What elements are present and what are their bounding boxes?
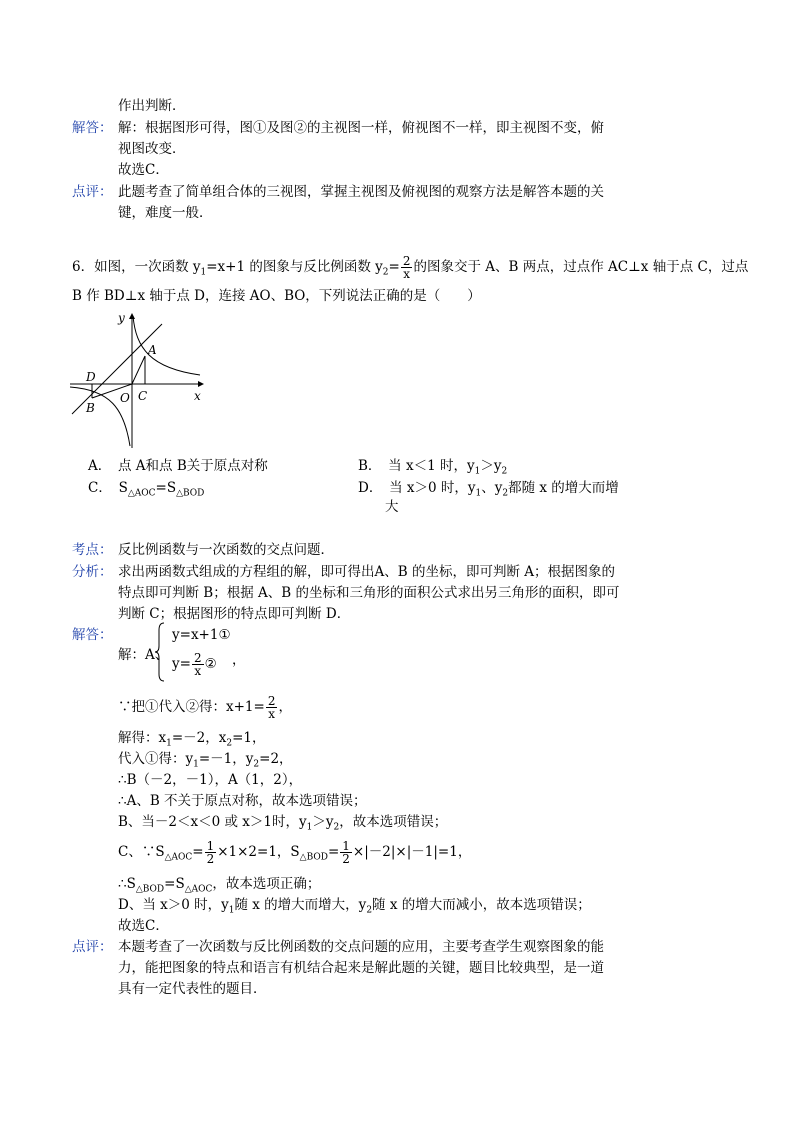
prev-answer-line3: 故选C． [118,162,169,178]
option-c: C． $S_{\triangle AOC}=S_{\triangle BOD}$ [88,480,205,499]
solve-line: 解得：$x_1=-2$，$x_2=1$， [118,730,266,749]
graph-label-c: C [138,389,148,403]
question-6-line1: 6．如图，一次函数 $y_1=x+1$ 的图象与反比例函数 $y_2=$ $\frac{2}{x}$ 的图象交于 A、B 两点，过点作 AC⊥x 轴于点 C，过点 [72,254,749,281]
comment-label: 点评： [72,184,113,200]
key-point-text: 反比例函数与一次函数的交点问题． [118,542,334,558]
option-d-analysis: D、当 x＞0 时，$y_1$随 x 的增大而增大，$y_2$随 x 的增大而减小，故本选项错误； [118,897,591,916]
analysis-line3: 判断 C；根据图形的特点即可判断 D． [118,606,351,622]
back-substitute-line: 代入①得：$y_1=-1$，$y_2=2$， [118,751,293,770]
analysis-line2: 特点即可判断 B；根据 A、B 的坐标和三角形的面积公式求出另三角形的面积，即可 [118,585,620,601]
option-b: B． 当 x＜1 时，$y_1>y_2$ [358,458,508,477]
coordinates-line: ∴B（－2，－1），A（1，2）， [118,772,303,788]
prev-line: 作出判断． [118,98,186,114]
option-b-analysis: B、当－2＜x＜0 或 x＞1时，$y_1>y_2$，故本选项错误； [118,814,448,833]
analysis-line1: 求出两函数式组成的方程组的解，即可得出A、B 的坐标，即可判断 A；根据图象的 [118,564,616,580]
review-line3: 具有一定代表性的题目． [118,981,267,997]
prev-comment-line1: 此题考查了简单组合体的三视图，掌握主视图及俯视图的观察方法是解答本题的关 [118,184,604,200]
question-6-line2: B 作 BD⊥x 轴于点 D，连接 AO、BO，下列说法正确的是（ ） [72,288,481,304]
final-answer: 故选C． [118,918,169,934]
equation-system-brace [155,622,165,682]
conclusion-a-line: ∴A、B 不关于原点对称，故本选项错误； [118,793,367,809]
graph-label-o: O [120,391,130,405]
graph-label-d: D [86,370,96,384]
solution-label: 解答： [72,627,113,643]
equation-2: y= $\frac{2}{x}$ ② [172,651,217,678]
equation-1: y=x+1① [172,627,231,643]
key-point-label: 考点： [72,542,113,558]
substitution-line: ∵把①代入②得：x+1= $\frac{2}{x}$ ， [118,694,292,721]
answer-label: 解答： [72,120,113,136]
graph-label-y: y [118,311,125,325]
option-c-conclusion: $\therefore S_{\triangle BOD}=S_{\triangle AOC}$，故本选项正确； [118,876,321,895]
review-line1: 本题考查了一次函数与反比例函数的交点问题的应用，主要考查学生观察图象的能 [118,939,604,955]
solution-a-prefix: 解：A、 [118,647,169,663]
option-c-analysis: C、$\because S_{\triangle AOC}=$ $\frac{1}{2}$ ×1×2=1，$S_{\triangle BOD}=$ $\frac{1}{2}$ ×|－2|×|－1|=1， [118,839,472,866]
graph-label-x: x [194,389,201,403]
graph-label-b: B [86,401,95,415]
prev-answer-line1: 解：根据图形可得，图①及图②的主视图一样，俯视图不一样，即主视图不变，俯 [118,120,604,136]
graph-label-a: A [148,343,157,357]
review-line2: 力，能把图象的特点和语言有机结合起来是解此题的关键，题目比较典型，是一道 [118,960,604,976]
function-graph [70,308,210,448]
analysis-label: 分析： [72,564,113,580]
option-d-line2: 大 [385,499,399,515]
option-a: A． 点 A和点 B关于原点对称 [88,458,268,474]
option-d-line1: D． 当 x＞0 时，$y_1$、$y_2$都随 x 的增大而增 [358,480,619,499]
review-label: 点评： [72,939,113,955]
prev-comment-line2: 键，难度一般． [118,205,213,221]
equation-system-comma: ， [232,652,246,668]
prev-answer-line2: 视图改变． [118,141,186,157]
